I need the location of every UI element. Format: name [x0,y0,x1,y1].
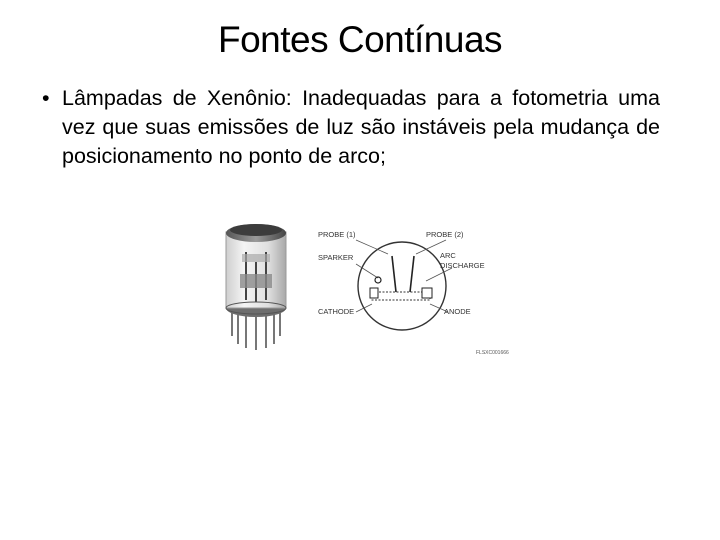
label-probe-1: PROBE (1) [318,230,356,239]
bullet-item [42,84,660,171]
label-probe-2: PROBE (2) [426,230,464,239]
figure-code: FLSXC001666 [476,350,509,356]
bullet-marker: • [42,86,50,110]
arc-lamp-schematic [316,226,536,361]
label-anode: ANODE [444,307,471,316]
label-discharge: DISCHARGE [440,261,485,270]
bullet-text: Lâmpadas de Xenônio: Inadequadas para a fotometria uma vez que suas emissões de luz são instáveis pela mudança de posicionamento no ponto de arco; [62,86,660,168]
xenon-lamp-figure [212,212,542,362]
label-cathode: CATHODE [318,307,355,316]
label-arc: ARC [440,251,456,260]
slide-title: Fontes Contínuas [217,19,503,60]
label-sparker: SPARKER [318,253,354,262]
xenon-lamp-tube-icon [212,212,302,352]
